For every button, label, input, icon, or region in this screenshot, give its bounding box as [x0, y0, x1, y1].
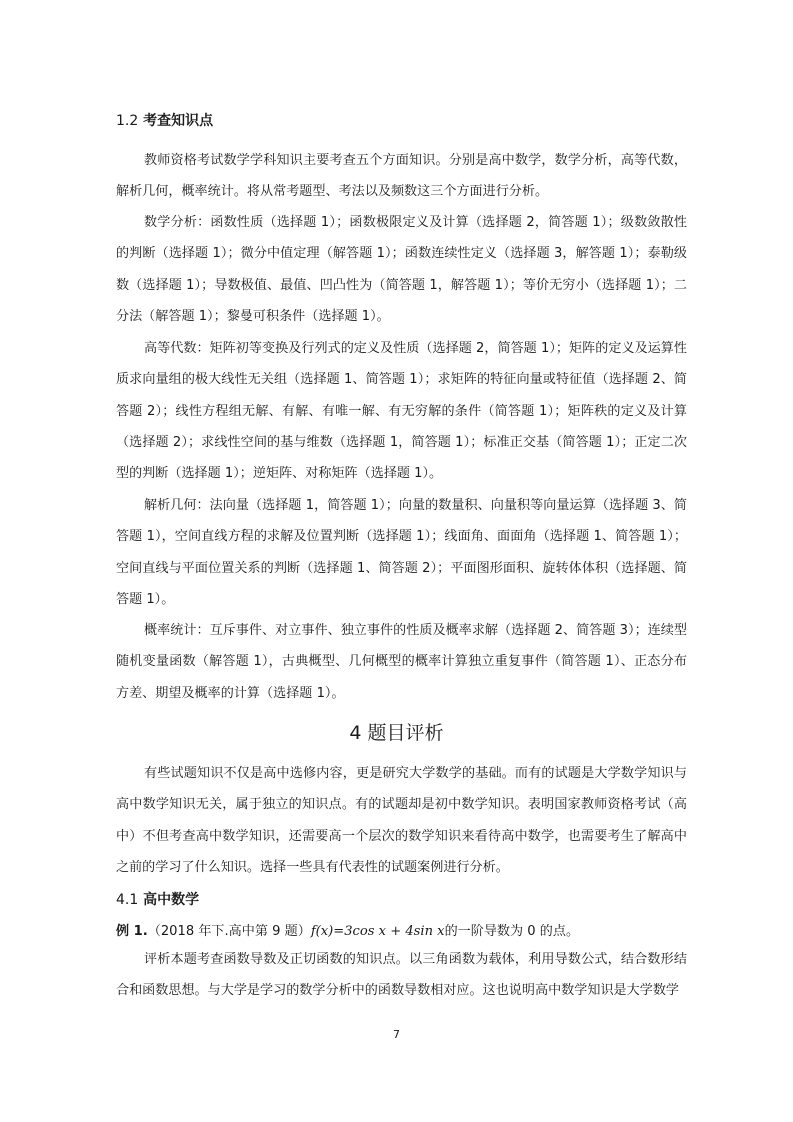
example-formula: f(x)=3cos x + 4sin x — [310, 924, 445, 939]
example-1 — [116, 920, 687, 939]
section-heading-4-1 — [116, 889, 199, 909]
paragraph-probability: 概率统计：互斥事件、对立事件、独立事件的性质及概率求解（选择题 2、简答题 3）；连续型随机变量函数（解答题 1），古典概型、几何概型的概率计算独立重复事件（简答题 1）、正态分布方差、期望及概率的计算（选择题 1）。 — [116, 623, 687, 701]
paragraph-intro: 教师资格考试数学学科知识主要考查五个方面知识。分别是高中数学，数学分析，高等代数，解析几何，概率统计。将从常考题型、考法以及频数这三个方面进行分析。 — [116, 153, 687, 200]
paragraph-analysis: 评析本题考查函数导数及正切函数的知识点。以三角函数为载体，利用导数公式，结合数形结合和函数思想。与大学是学习的数学分析中的函数导数相对应。这也说明高中数学知识是大学数学 — [116, 952, 687, 999]
section-heading-1-2 — [116, 110, 213, 130]
paragraph-analytic-geometry: 解析几何：法向量（选择题 1，简答题 1）；向量的数量积、向量积等向量运算（选择题 3、简答题 1），空间直线方程的求解及位置判断（选择题 1）；线面角、面面角（选择题 1、简答题 1）；空间直线与平面位置关系的判断（选择题 1、简答题 2）；平面图形面积、旋转体体积（选择题、简答题 1）。 — [116, 498, 687, 607]
example-label: 例 1. — [116, 924, 148, 939]
section-number: 1.2 — [116, 113, 139, 129]
section-number: 4.1 — [116, 892, 139, 908]
example-tail: 的一阶导数为 0 的点。 — [444, 924, 580, 939]
example-source: （2018 年下.高中第 9 题） — [147, 924, 311, 939]
paragraph-chapter-intro: 有些试题知识不仅是高中选修内容，更是研究大学数学的基础。而有的试题是大学数学知识与高中数学知识无关，属于独立的知识点。有的试题却是初中数学知识。表明国家教师资格考试（高中）不但考查高中数学知识，还需要高一个层次的数学知识来看待高中数学，也需要考生了解高中之前的学习了什么知识。选择一些具有代表性的试题案例进行分析。 — [116, 766, 687, 875]
page-number: 7 — [393, 1028, 400, 1041]
paragraph-math-analysis: 数学分析：函数性质（选择题 1）；函数极限定义及计算（选择题 2，简答题 1）；级数敛散性的判断（选择题 1）；微分中值定理（解答题 1）；函数连续性定义（选择题 3，解答题 1）；泰勒级数（选择题 1）；导数极值、最值、凹凸性为（简答题 1，解答题 1）；等价无穷小（选择题 1）；二分法（解答题 1）；黎曼可积条件（选择题 1）。 — [116, 215, 687, 324]
chapter-title: 4 题目评析 — [349, 722, 444, 744]
section-title: 高中数学 — [143, 892, 200, 908]
section-title: 考查知识点 — [143, 113, 214, 129]
paragraph-advanced-algebra: 高等代数：矩阵初等变换及行列式的定义及性质（选择题 2，简答题 1）；矩阵的定义及运算性质求向量组的极大线性无关组（选择题 1、简答题 1）；求矩阵的特征向量或特征值（选择题 2、简答题 2）；线性方程组无解、有解、有唯一解、有无穷解的条件（简答题 1）；矩阵秩的定义及计算（选择题 2）；求线性空间的基与维数（选择题 1，简答题 1）；标准正交基（简答题 1）；正定二次型的判断（选择题 1）；逆矩阵、对称矩阵（选择题 1）。 — [116, 341, 687, 482]
